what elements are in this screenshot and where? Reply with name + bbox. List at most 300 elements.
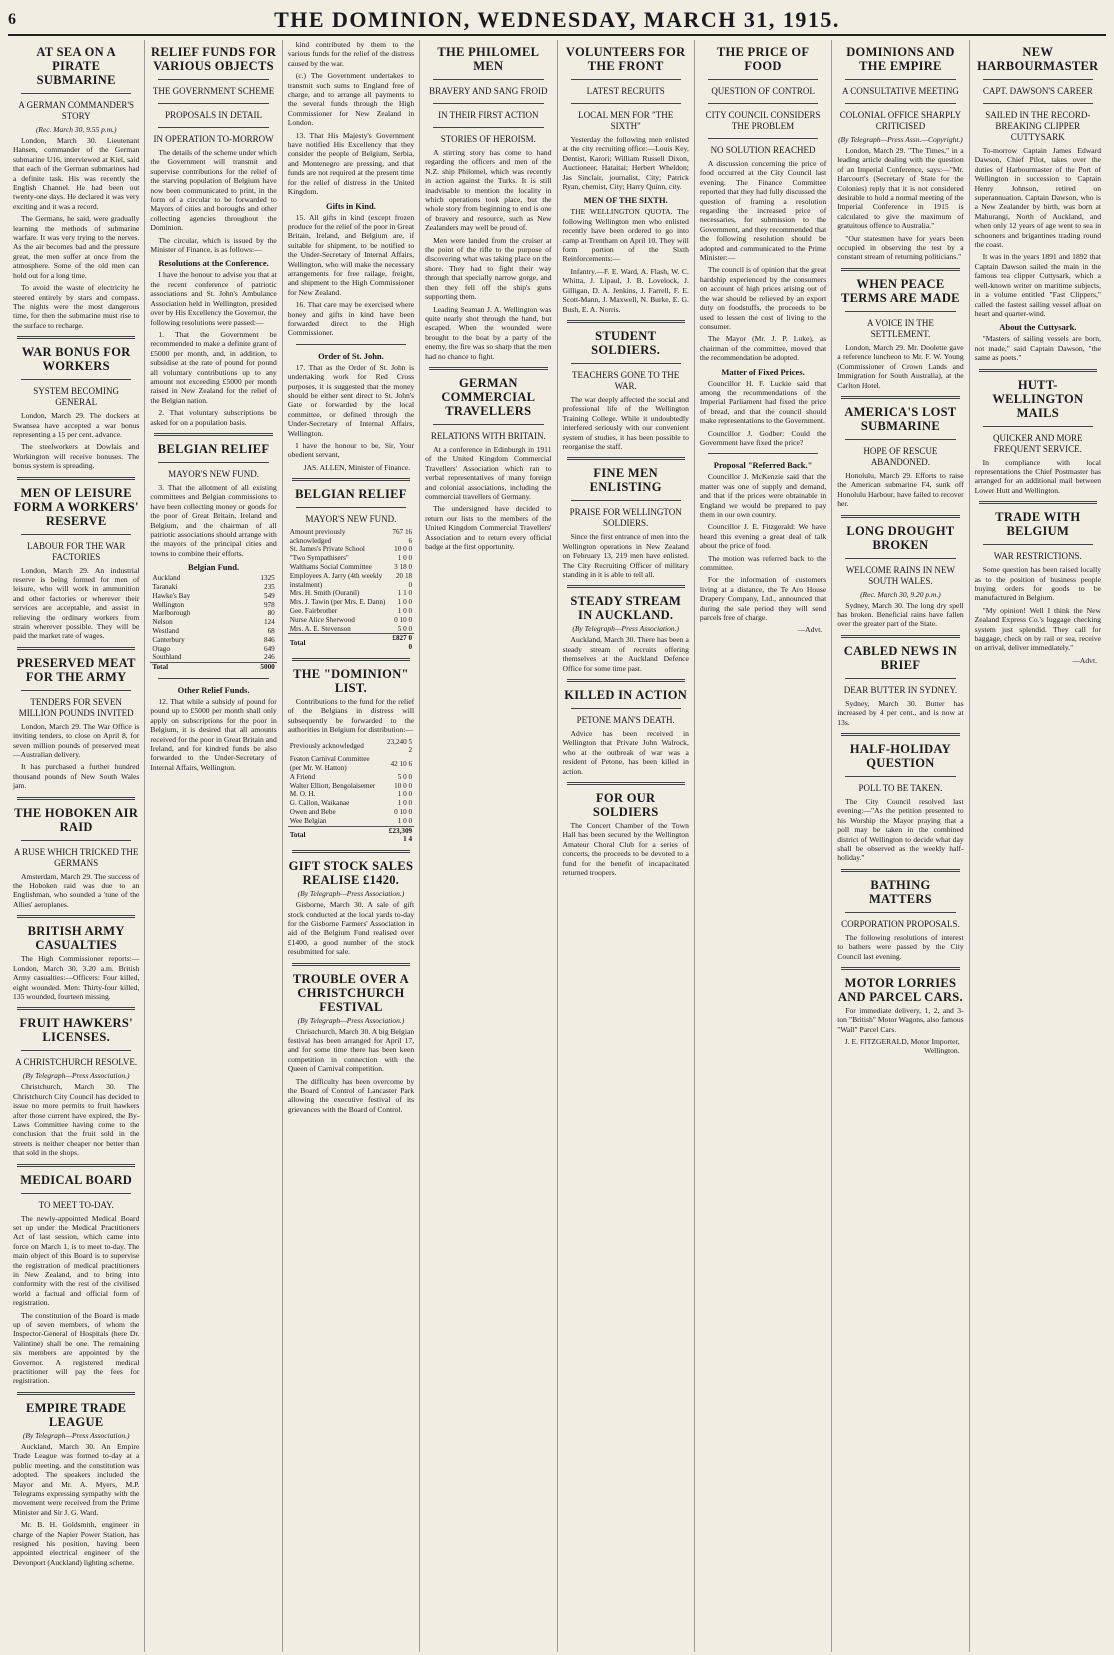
article-paragraph: Christchurch, March 30. The Christchurch City Council has decided to issue no more permits to fruit hawkers after those current have expired, the By-Laws Committee having come to the conclusion that the fruit sold in the streets is neither cheaper nor better than that sold in the shops. (13, 1082, 140, 1158)
article-headline: STEADY STREAM IN AUCKLAND. (570, 594, 682, 623)
article-divider (292, 478, 410, 481)
article-headline: AT SEA ON A PIRATE SUBMARINE (36, 45, 116, 87)
article-subhead: Order of St. John. (318, 350, 384, 361)
headline-rule (983, 79, 1093, 80)
article-paragraph: 15. All gifts in kind (except frozen produce for the relief of the poor in Great Britain, Ireland, and Belgium are, if suitable for shipment, to be notified to the Under-Secretary of Internal Affairs, Wellington, who will make the necessary arrangements for free railage, freight, and shipment to the High Commissioner for New Zealand. (287, 212, 415, 297)
table-total-row (288, 826, 414, 844)
subscriber-name: Gee. Fairbrother (289, 607, 338, 616)
article-subhead: STORIES OF HEROISM. (440, 134, 536, 144)
article-divider (17, 647, 135, 650)
article-subhead: A RUSE WHICH TRICKED THE GERMANS (13, 846, 139, 868)
headline-rule (21, 690, 131, 691)
article-subhead: POLL TO BE TAKEN. (858, 782, 943, 793)
article-subhead: QUESTION OF CONTROL (711, 86, 815, 96)
table-total-label: Total (150, 663, 238, 672)
subscription-amount: 235 (263, 583, 275, 592)
section-heading: Matter of Fixed Prices. (721, 366, 805, 377)
article-headline: NEW HARBOURMASTER (977, 45, 1099, 73)
article-byline: (Rec. March 30, 9.55 p.m.) (35, 125, 117, 134)
article-headline: MOTOR LORRIES AND PARCEL CARS. (837, 976, 963, 1005)
article-paragraph: London, March 29. "The Times," in a leading article dealing with the question of an Imperial Conference, says:—"Mr. Harcourt's (Secretary of State for the Colonies) reply that it is not considered desirable to hold a normal meeting of the Imperial Conference in 1915 is calculated to give the maximum of gratuitous offence to Australia." (837, 146, 964, 231)
article-paragraph: Men were landed from the cruiser at the point of the rifle to the purpose of discovering what was taking place on the shore. They had to fight their way through that specially narrow gorge, and then they fell off the ship's guns supporting them. (425, 235, 552, 302)
table-total-value: £827 0 0 (389, 634, 414, 652)
article-paragraph: London, March 29. Mr. Doolette gave a reference luncheon to Mr. F. W. Young (Commissioner of Crown Lands and Immigration for South Australia), at the Carlton Hotel. (837, 342, 964, 390)
article-subhead: MAYOR'S NEW FUND. (305, 513, 397, 524)
article-paragraph: For the information of customers living at a distance, the Te Aro House Drapery Company, Ltd., announced that during the sale period they will send parcels free of charge. (699, 575, 827, 623)
article (700, 453, 826, 572)
article (150, 45, 276, 427)
article-paragraph: To-morrow Captain James Edward Dawson, Chief Pilot, takes over the duties of Harbourmaster of the Port of Wellington in succession to Captain Henry Johnson, retired on superannuation. Captain Dawson, who is a New Zealander by birth, was born at Mahurangi, North of Auckland, and when only 12 years of age went to sea in schooners and brigantines trading round the coast. (974, 146, 1101, 250)
table-row (288, 773, 414, 782)
headline-rule (433, 424, 543, 425)
article-subhead: SYSTEM BECOMING GENERAL (33, 386, 120, 408)
headline-rule (845, 776, 955, 777)
table-total-value: £23,309 1 4 (381, 826, 414, 844)
article-paragraph: I have the honour to advise you that at the recent conference of patriotic associations and St. John's Ambulance Association held in Wellington, presided over by His Excellency the Governor, the following resolutions were passed:— (150, 270, 277, 327)
subscription-amount: 1 0 0 (397, 607, 413, 616)
article-paragraph: The difficulty has been overcome by the Board of Control of Lancaster Park allowing the executive festival of its grievances with the Board of Control. (287, 1076, 415, 1114)
subscriber-name: Employees A. Jarry (4th weekly instalment) (289, 571, 383, 589)
article-subhead: A GERMAN COMMANDER'S STORY (18, 100, 134, 121)
subscriber-name: Nelson (152, 618, 173, 627)
article-subhead: MAYOR'S NEW FUND. (168, 468, 259, 479)
subscriber-name: Taranaki (152, 583, 178, 592)
article (288, 658, 414, 844)
article-subhead: NO SOLUTION REACHED (710, 145, 816, 155)
subscription-amount: 42 10 6 (390, 759, 413, 768)
article-paragraph: Yesterday the following men enlisted at the city recruiting office:—Louis Key, Dentist, Karori; William Russell Dixon, Auctioneer, Hataitai; Herbert Wheldon; Jas Sinclair, journalist, City; Patrick Ryan, chemist, City; Harry Quinn, city. (562, 135, 689, 192)
article-paragraph: Councillor J. Godber: Could the Government have fixed the price? (699, 428, 827, 447)
subscription-table (288, 528, 414, 652)
headline-rule (21, 93, 131, 94)
table-row (288, 572, 414, 590)
article-paragraph: THE WELLINGTON QUOTA. The following Wellington men who enlisted recently have been ordered to go into camp at Trentham on April 10. They will form portion of the Sixth Reinforcements:— (562, 207, 689, 264)
subscription-amount: 124 (263, 618, 275, 627)
article-headline: FINE MEN ENLISTING (589, 466, 662, 495)
article-paragraph: Councillor J. McKenzie said that the matter was one of supply and demand, and that if the prices were obtainable in England we would be prepared to pay them in our own country. (699, 472, 827, 519)
article-paragraph: The Mayor (Mr. J. P. Luke), as chairman of the committee, moved that the recommendation be adopted. (699, 334, 827, 363)
article-headline: CABLED NEWS IN BRIEF (843, 643, 958, 672)
article-byline: (By Telegraph—Press Association.) (22, 1071, 130, 1081)
subscriber-name: "Two Sympathisers" (289, 554, 349, 563)
headline-rule (21, 1050, 131, 1051)
headline-rule (708, 453, 818, 454)
article (837, 45, 963, 262)
headline-rule (21, 534, 131, 535)
headline-rule (845, 558, 955, 559)
column-3 (283, 40, 420, 1652)
article-paragraph: The circular, which is issued by the Minister of Finance, is as follows:— (150, 235, 277, 255)
article-paragraph: Christchurch, March 30. A big Belgian festival has been arranged for April 17, and for some time there has been keen competition in connection with the Queen of Carnival competition. (287, 1026, 415, 1074)
headline-rule (433, 127, 543, 128)
table-row (150, 636, 276, 645)
article-subhead: CORPORATION PROPOSALS. (841, 918, 960, 929)
article (13, 647, 139, 791)
article (288, 40, 414, 338)
article (13, 915, 139, 1001)
subscriber-name: Walthams Social Committee (289, 563, 372, 572)
article-subhead: A CONSULTATIVE MEETING (841, 86, 959, 96)
headline-rule (983, 544, 1093, 545)
headline-rule (158, 678, 268, 679)
article-paragraph: The City Council resolved last evening:—"As the petition presented to his Worship the Mayor praying that a poll may be taken in the combined district of Wellington to decide what day shall be observed as the weekly half-holiday." (837, 796, 964, 863)
table-caption: Belgian Fund. (188, 562, 240, 573)
article-subhead: CAPT. DAWSON'S CAREER (982, 86, 1093, 96)
subscriber-name: Mrs. J. Tawin (per Mrs. E. Dann) (289, 598, 386, 607)
headline-rule (158, 79, 268, 80)
article (975, 45, 1101, 363)
article (13, 336, 139, 470)
subscriber-name: Featon Carnival Committee (per Mr. W. Hatton) (289, 755, 370, 773)
article-headline: AMERICA'S LOST SUBMARINE (844, 404, 957, 433)
article (13, 797, 139, 910)
table-total-label: Total (288, 826, 382, 844)
article-divider (292, 850, 410, 853)
article (288, 478, 414, 652)
subscription-amount: 846 (263, 635, 275, 644)
article-paragraph: Auckland, March 30. An Empire Trade League was formed to-day at a public meeting, and the constitution was adopted. The speakers included the Mayor and Mr. A. Myers, M.P. Telegrams expressing sympathy with the movement were received from the Prime Minister and Sir J. G. Ward. (13, 1441, 140, 1517)
article-subhead: LATEST RECRUITS (586, 86, 665, 96)
article-headline: THE PHILOMEL MEN (437, 45, 540, 73)
article (563, 457, 689, 579)
table-total-label: Total (288, 634, 389, 652)
article-paragraph: The undersigned have decided to return our lists to the members of the United Kingdom Commercial Travellers' Association and to return every official badge at the first opportunity. (425, 504, 552, 551)
table-row (150, 645, 276, 654)
article-paragraph: 13. That His Majesty's Government have notified His Excellency that they consider the people of Belgium, Serbia, and Montenegro are pressing, and that funds are not required at the present time for the relief of distress in the United Kingdom. (287, 130, 415, 197)
article-subhead: DEAR BUTTER IN SYDNEY. (843, 684, 958, 695)
article (288, 963, 414, 1115)
article-byline: (By Telegraph—Press Association.) (297, 1015, 405, 1025)
article-divider (841, 396, 959, 399)
column-1 (8, 40, 145, 1652)
subscriber-name: G. Callon, Waikanae (289, 799, 350, 808)
column-4 (420, 40, 557, 1652)
article-divider (17, 1392, 135, 1395)
article-subhead: LOCAL MEN FOR "THE SIXTH" (578, 110, 674, 131)
table-row (288, 554, 414, 563)
article-paragraph: "My opinion! Well I think the New Zealand Express Co.'s luggage checking system just splendid. They call for baggage, check on by rail or sea, receive on arrival, deliver immediately." (974, 605, 1101, 653)
article-paragraph: The war deeply affected the social and professional life of the Wellington Training College. While it undoubtedly interfered seriously with our convenient system of studies, it has been possible to reorganise the staff. (562, 394, 689, 451)
article-paragraph: Since the first entrance of men into the Wellington operations in New Zealand on February 13, 219 men have enlisted. The City Recruiting Officer of military standing in it is able to tell all. (562, 532, 689, 579)
article (150, 678, 276, 772)
subscription-amount: 10 0 0 (394, 781, 413, 790)
page-number: 6 (8, 11, 16, 28)
article-divider (841, 268, 959, 271)
subscriber-name: Wellington (152, 600, 185, 609)
article (975, 501, 1101, 603)
subscriber-name: Otago (152, 644, 170, 653)
headline-rule (433, 79, 543, 80)
subscription-amount: 978 (263, 600, 275, 609)
article-headline: GERMAN COMMERCIAL TRAVELLERS (441, 375, 536, 418)
subscription-amount: 1 0 0 (397, 790, 413, 799)
article-divider (17, 915, 135, 918)
article (425, 45, 551, 361)
headline-rule (708, 138, 818, 139)
article-paragraph: "Our statesmen have for years been occupied in observing the test by a constant stream of returning politicians." (837, 233, 964, 262)
article-headline: STUDENT SOLDIERS. (591, 328, 661, 357)
subscription-amount: 5 0 0 (397, 624, 413, 633)
subscription-table (288, 738, 414, 845)
article-headline: THE PRICE OF FOOD (716, 45, 810, 73)
article-headline: LONG DROUGHT BROKEN (846, 523, 955, 552)
article-paragraph: The motion was referred back to the committee. (699, 553, 827, 573)
article-headline: HALF-HOLIDAY QUESTION (849, 741, 951, 770)
table-row (288, 790, 414, 799)
article-subhead: TENDERS FOR SEVEN MILLION POUNDS INVITED (18, 696, 134, 718)
article-headline: DOMINIONS AND THE EMPIRE (846, 45, 955, 73)
article-signoff: —Advt. (1072, 655, 1097, 665)
article-paragraph: London, March 29. The War Office is inviting tenders, to close on April 8, for seven million pounds of preserved meat—Australian delivery. (13, 721, 140, 760)
table-row (288, 616, 414, 625)
article (563, 782, 689, 877)
article-paragraph: Some question has been raised locally as to the position of business people buying orders for goods to be manufactured in Belgium. (974, 565, 1101, 603)
headline-rule (571, 79, 681, 80)
table-row (288, 817, 414, 826)
article-subhead: Proposal "Referred Back." (713, 460, 813, 471)
article (837, 268, 963, 390)
article-paragraph: 16. That care may be exercised where honey and gifts in kind have been forwarded direct to the High Commissioner. (287, 300, 415, 338)
subscription-amount: 10 0 0 (394, 545, 413, 554)
article-divider (17, 336, 135, 339)
subscription-amount: 23,240 5 2 (386, 737, 413, 755)
article (425, 367, 551, 551)
headline-rule (21, 379, 131, 380)
headline-rule (571, 708, 681, 709)
subscriber-name: Previously acknowledged (289, 742, 364, 751)
subscription-amount: 1 0 0 (397, 799, 413, 808)
article (837, 396, 963, 509)
article-headline: MEN OF LEISURE FORM A WORKERS' RESERVE (13, 485, 139, 528)
article-paragraph: Gisborne, March 30. A sale of gift stock conducted at the local yards to-day for the Gisborne Farmers' Association in aid of the Belgium Fund realised over £1400, a good number of the stock resubmitted for sale. (287, 900, 415, 957)
article-subhead: WELCOME RAINS IN NEW SOUTH WALES. (845, 564, 956, 586)
article-divider (17, 1007, 135, 1010)
article-paragraph: Leading Seaman J. A. Wellington was quite nearly shot through the hand, but escaped. When the wounded were brought to the boat by a party of the enemy, the fire was so sharp that the men had no chance to fight. (425, 304, 552, 361)
table-row (150, 653, 276, 662)
subscription-amount: 5 0 0 (397, 772, 413, 781)
article-subhead: SAILED IN THE RECORD-BREAKING CLIPPER CUTTYSARK (985, 110, 1091, 142)
column-7 (832, 40, 969, 1652)
article-paragraph: For immediate delivery, 1, 2, and 3-ton "British" Motor Wagons, also famous "Wall" Parcel Cars. (837, 1006, 964, 1034)
article-paragraph: A stirring story has come to hand regarding the officers and men of the N.Z. ship Philomel, which was recently in action against the Turks. It is still inadvisable to mention the locality in which operations took place, but the whole story from beginning to end is one of bravery and resource, such as New Zealanders may well be proud of. (425, 148, 552, 233)
article-headline: THE "DOMINION" LIST. (293, 667, 409, 695)
article-divider (17, 477, 135, 480)
article-byline: (Rec. March 30, 9.20 p.m.) (860, 589, 941, 599)
subscriber-name: St. James's Private School (289, 545, 365, 554)
headline-rule (845, 311, 955, 312)
article (837, 635, 963, 727)
article-paragraph: Mr. B. H. Goldsmith, engineer in charge of the Napier Power Station, has resigned his position, having been appointed electrical engineer of the Devonport (Auckland) lighting scheme. (13, 1520, 140, 1567)
subscriber-name: Owen and Bebe (289, 808, 336, 816)
subscriber-name: Marlborough (152, 609, 191, 618)
article (837, 515, 963, 629)
article-paragraph: kind contributed by them to the various funds for the relief of the distress caused by the war. (287, 40, 415, 68)
table-total-value: 5000 (238, 663, 277, 672)
subscriber-name: Canterbury (152, 635, 185, 644)
article-divider (567, 679, 685, 682)
article-subhead: PRAISE FOR WELLINGTON SOLDIERS. (569, 507, 682, 529)
table-row (288, 598, 414, 607)
article-headline: VOLUNTEERS FOR THE FRONT (565, 45, 686, 73)
article-signoff: JAS. ALLEN, Minister of Finance. (303, 462, 411, 472)
column-5 (558, 40, 695, 1652)
column-8 (970, 40, 1106, 1652)
column-6 (695, 40, 832, 1652)
article (563, 45, 689, 314)
article-divider (841, 869, 959, 872)
article-paragraph: 2. That voluntary subscriptions be asked for on a population basis. (150, 408, 277, 427)
table-row (288, 738, 414, 756)
article-divider (429, 367, 547, 370)
article-paragraph: The newly-appointed Medical Board set up under the Medical Practitioners Act of last session, which came into force on March 1, is to meet to-day. The main object of this Board is to supervise the registration of medical practitioners in New Zealand, and to bring into conformity with the rest of the civilised world a factual and official form of registration. (13, 1213, 140, 1308)
subscription-amount: 246 (263, 653, 275, 662)
article-paragraph: London, March 29. The dockers at Swansea have accepted a war bonus representing a 15 per cent. advance. (13, 411, 140, 439)
article (563, 320, 689, 451)
article-divider (979, 501, 1097, 504)
article-headline: WAR BONUS FOR WORKERS (21, 345, 131, 374)
subscriber-name: A Friend (289, 772, 316, 781)
article-divider (292, 963, 410, 966)
article-divider (567, 320, 685, 323)
headline-rule (845, 103, 955, 104)
article (13, 45, 139, 330)
table-row (288, 528, 414, 546)
masthead (8, 6, 1106, 36)
article-subhead: IN THEIR FIRST ACTION (438, 110, 539, 120)
article-paragraph: Auckland, March 30. There has been a steady stream of recruits offering themselves at the Auckland Defence Office for some time past. (562, 635, 689, 673)
article-paragraph: Contributions to the fund for the relief of the Belgians in distress will subsequently be forwarded to the authorities in Belgium for distribution:— (287, 697, 415, 735)
subscriber-name: Walter Elliott, Bengolaisemer (289, 781, 376, 790)
headline-rule (708, 103, 818, 104)
column-2 (145, 40, 282, 1652)
article-headline: PRESERVED MEAT FOR THE ARMY (16, 655, 136, 684)
article-subhead: IN OPERATION TO-MORROW (153, 134, 274, 144)
article-subhead: QUICKER AND MORE FREQUENT SERVICE. (993, 432, 1083, 454)
table-row (150, 592, 276, 601)
article (975, 369, 1101, 496)
article-subhead: A CHRISTCHURCH RESOLVE. (15, 1057, 138, 1068)
newspaper-title: THE DOMINION, WEDNESDAY, MARCH 31, 1915. (274, 7, 840, 32)
subscriber-name: Westland (152, 627, 179, 635)
subscription-amount: 0 10 0 (394, 615, 413, 624)
subscriber-name: Wee Belgian (289, 816, 327, 825)
article (563, 679, 689, 776)
article-divider (567, 457, 685, 460)
subscription-table (150, 574, 276, 672)
table-row (288, 625, 414, 634)
table-row (288, 607, 414, 616)
article-paragraph: 17. That as the Order of St. John is undertaking work for Red Cross purposes, it is suggested that the money should be either sent direct to St. John's Gate or forwarded by the local committee, or defined through the Under-Secretary of Internal Affairs, Wellington. (287, 362, 415, 438)
article (563, 585, 689, 673)
article (13, 1164, 139, 1386)
article (13, 1007, 139, 1157)
article-paragraph: The constitution of the Board is made up of seven members, of whom the Inspector-General of Hospitals (here Dr. Valintine) shall be one. The remaining six members are appointed by the Governor. A registered medical practitioner will pay the fees for registration. (13, 1310, 140, 1386)
subscriber-name: Auckland (152, 574, 181, 583)
subscriber-name: Hawke's Bay (152, 591, 191, 600)
subscription-amount: 767 16 6 (392, 527, 413, 545)
article-byline: (By Telegraph—Press Association.) (572, 624, 679, 634)
article-paragraph: London, March 29. An industrial reserve is being formed for men of leisure, who will work in ammunition and other factories or wherever their services are acceptable, and assist in relieving the ordinary workers from strain wherever possible. They will be paid the market rate of wages. (13, 565, 140, 641)
section-heading: About the Cuttysark. (999, 322, 1077, 333)
article-paragraph: Honolulu, March 29. Efforts to raise the American submarine F4, sunk off Honolulu Harbour, have failed to recover her. (837, 470, 964, 509)
article-headline: HUTT-WELLINGTON MAILS (992, 377, 1084, 420)
article-paragraph: The council is of opinion that the great hardship experienced by the consumers on account of high prices arising out of the war should be relieved by an export duty on foodstuffs, the proceeds to be used to lessen the cost of living to the consumer. (699, 265, 827, 331)
article-paragraph: 1. That the Government be recommended to make a definite grant of £5000 per month, and, in addition, to subsidise at the rate of pound for pound all voluntary contributions up to any amount not exceeding £5000 per month raised in New Zealand for the relief of the Belgian nation. (150, 329, 277, 405)
article-subhead: HOPE OF RESCUE ABANDONED. (863, 445, 938, 467)
article-paragraph: Councillor J. E. Fitzgerald: We have heard this evening a great deal of talk about the price of food. (699, 522, 827, 551)
article-paragraph: The Concert Chamber of the Town Hall has been secured by the Wellington Amateur Choral Club for a series of concerts, the proceeds to be devoted to a fund for the benefit of incapacitated returned troopers. (562, 821, 689, 878)
article (288, 850, 414, 956)
article-subhead: THE GOVERNMENT SCHEME (152, 86, 275, 96)
article-subhead: LABOUR FOR THE WAR FACTORIES (26, 540, 126, 562)
article-paragraph: Amsterdam, March 29. The success of the Hoboken raid was due to an Englishman, who sounded a 'tune of the Allies' aeroplanes. (13, 871, 140, 909)
table-row (150, 574, 276, 583)
article-paragraph: The following resolutions of interest to bathers were passed by the City Council last evening. (837, 932, 964, 961)
article-signoff: J. E. FITZGERALD, Motor Importer, Wellington. (844, 1037, 960, 1056)
headline-rule (296, 507, 406, 508)
article-paragraph: The High Commissioner reports:— London, March 30, 3.20 a.m. British Army casualties:—Officers: Four killed, eight wounded. Men: Thirty-four killed, 135 wounded, fourteen missing. (13, 954, 140, 1001)
article (700, 45, 826, 447)
article-byline: (By Telegraph—Press Assn.—Copyright.) (838, 135, 963, 144)
table-row (288, 755, 414, 773)
headline-rule (21, 1193, 131, 1194)
subscription-amount: 3 18 0 (394, 563, 413, 572)
headline-rule (571, 363, 681, 364)
article-headline: BELGIAN RELIEF (295, 486, 407, 501)
article-divider (17, 1164, 135, 1167)
article-subhead: WAR RESTRICTIONS. (993, 551, 1082, 562)
headline-rule (158, 103, 268, 104)
article-paragraph: 3. That the allotment of all existing committees and Belgian commissions to have been collecting money or goods for the poor of Great Britain, Ireland and Belgium, and the chairman of all patriotic associations should arrange with the mayors of the principal cities and towns to combine their efforts. (150, 482, 277, 558)
article (837, 733, 963, 863)
table-row (150, 627, 276, 636)
subscription-amount: 1 0 0 (397, 554, 413, 563)
article (13, 477, 139, 641)
section-heading: Gifts in Kind. (326, 200, 376, 211)
article-subhead: TO MEET TO-DAY. (38, 1199, 114, 1210)
subscription-amount: 80 (267, 609, 275, 618)
headline-rule (983, 103, 1093, 104)
article-headline: BRITISH ARMY CASUALTIES (27, 924, 125, 953)
article-paragraph: London, March 30. Lieutenant Hansen, commander of the German submarine U16, interviewed at Kiel, said that each of the German submarines had a definite task. His was recently the English Channel. He had been out twenty-one days. He declared it was very exciting and it was a record. (13, 136, 140, 211)
subscription-amount: 1 0 0 (397, 816, 413, 825)
article-paragraph: "Masters of sailing vessels are born, not made," said Captain Dawson, "the same as poets." (974, 334, 1101, 363)
article-paragraph: (c.) The Government undertakes to transmit such sums to England free of charge, and to arrange all payments to the several funds through the High Commissioner for New Zealand in London. (287, 71, 415, 128)
article-subhead: CITY COUNCIL CONSIDERS THE PROBLEM (705, 110, 821, 131)
headline-rule (708, 79, 818, 80)
article-byline: (By Telegraph—Press Association.) (297, 889, 405, 899)
article-subhead: Other Relief Funds. (177, 684, 250, 695)
headline-rule (571, 500, 681, 501)
article-paragraph: Infantry.—F. E. Ward, A. Flash, W. C. Whitta, J. Lipaul, J. B. Lovelock, J. Gilligan, D. A. Jenkins, J. Farrell, F. E. Scott-Mann, J. Maxwell, N. Burke, E. G. Bush, E. A. Norris. (562, 266, 689, 314)
table-row (150, 601, 276, 610)
headline-rule (158, 462, 268, 463)
article-paragraph: 12. That while a subsidy of pound for pound up to £5000 per month shall only apply on subscriptions for the poor in Belgium, it is desired that all amounts received for the poor in Great Britain and Ireland, and for kindred funds be also forwarded to the Under-Secretary of Internal Affairs, Wellington. (150, 696, 277, 772)
headline-rule (845, 678, 955, 679)
article-paragraph: I have the honour to be, Sir, Your obedient servant, (287, 441, 415, 460)
article (13, 1392, 139, 1567)
article (288, 344, 414, 472)
article-headline: RELIEF FUNDS FOR VARIOUS OBJECTS (150, 45, 277, 73)
subscription-amount: 20 18 0 (395, 571, 413, 589)
headline-rule (845, 79, 955, 80)
article-paragraph: It has purchased a further hundred thousand pounds of New South Wales jam. (13, 762, 140, 791)
article-subhead: BRAVERY AND SANG FROID (429, 86, 548, 96)
article-divider (567, 782, 685, 785)
table-row (150, 618, 276, 627)
article-paragraph: The Germans, he said, were gradually learning the methods of submarine warfare. It was very trying to the nerves. As the air becomes bad and the pressure great, the men suffer at once from the atmosphere. Some of the old men can hold out for a long time. (13, 214, 140, 280)
article-divider (979, 369, 1097, 372)
